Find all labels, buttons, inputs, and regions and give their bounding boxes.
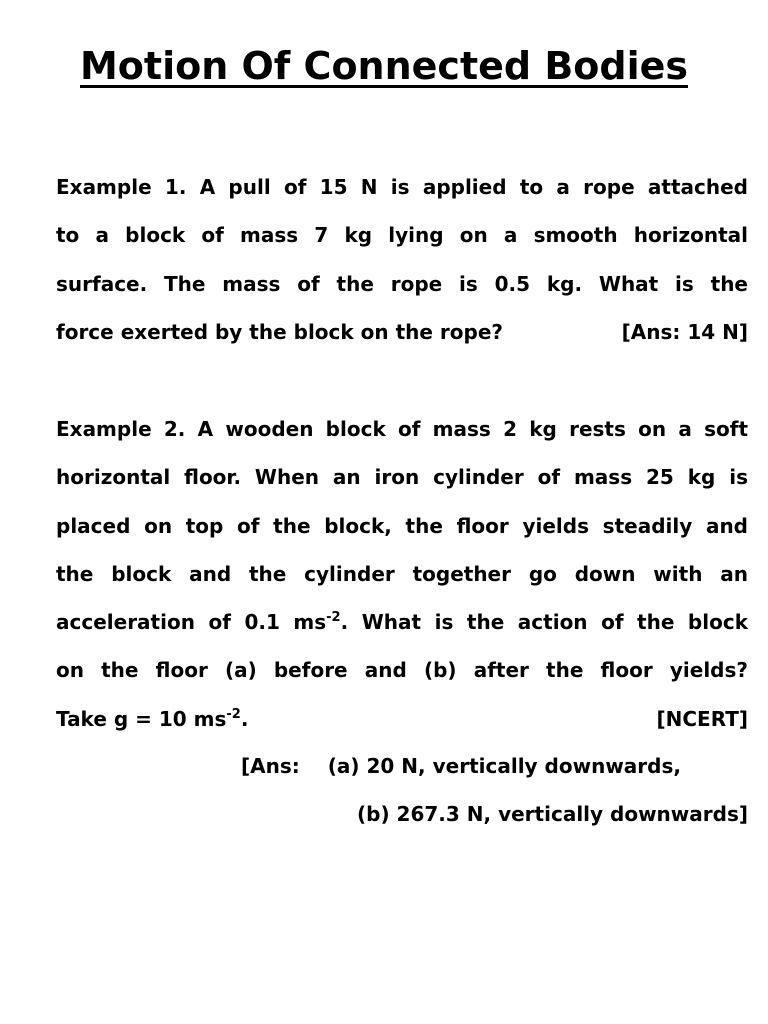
example-2-answer-b: (b) 267.3 N, vertically downwards] xyxy=(357,802,748,826)
page-title-text: Motion Of Connected Bodies xyxy=(79,44,689,88)
example-1-line-4 xyxy=(56,308,748,356)
example-2-line-5 xyxy=(56,598,748,646)
example-2-line-7 xyxy=(56,695,748,743)
answer-a-text: (a) 20 N, vertically downwards, xyxy=(327,754,681,778)
example-2 xyxy=(56,405,748,743)
take-g-suffix: . xyxy=(240,706,249,731)
example-2-accel-text xyxy=(56,598,748,646)
take-g-prefix: Take g = 10 ms xyxy=(56,706,227,731)
example-1-line-3: surface. The mass of the rope is 0.5 kg. What is the xyxy=(56,271,748,296)
example-2-line-2: horizontal floor. When an iron cylinder of mass 25 kg is xyxy=(56,465,748,490)
example-2-line-6: on the floor (a) before and (b) after the floor yields? xyxy=(56,658,748,683)
source-label: [NCERT] xyxy=(656,706,748,731)
accel-suffix: . What is the action of the block xyxy=(340,610,749,635)
example-1-line-2: to a block of mass 7 kg lying on a smooth horizontal xyxy=(56,223,748,248)
example-1 xyxy=(56,163,748,356)
page-title xyxy=(0,38,768,94)
example-1-answer: [Ans: 14 N] xyxy=(621,319,748,344)
take-g-exponent: -2 xyxy=(226,706,241,722)
answer-label: [Ans: xyxy=(241,754,300,778)
accel-exponent: -2 xyxy=(326,610,341,626)
example-2-line-3: placed on top of the block, the floor yields steadily and xyxy=(56,513,748,538)
accel-prefix: acceleration of 0.1 ms xyxy=(56,610,327,635)
example-1-line-1: Example 1. A pull of 15 N is applied to a rope attached xyxy=(56,175,748,199)
take-g-text xyxy=(56,695,248,743)
example-2-line-1: Example 2. A wooden block of mass 2 kg rests on a soft xyxy=(56,417,748,441)
example-1-question-end: force exerted by the block on the rope? xyxy=(56,319,504,344)
example-2-line-4: the block and the cylinder together go down with an xyxy=(56,561,748,586)
example-2-answer-a xyxy=(241,742,681,790)
